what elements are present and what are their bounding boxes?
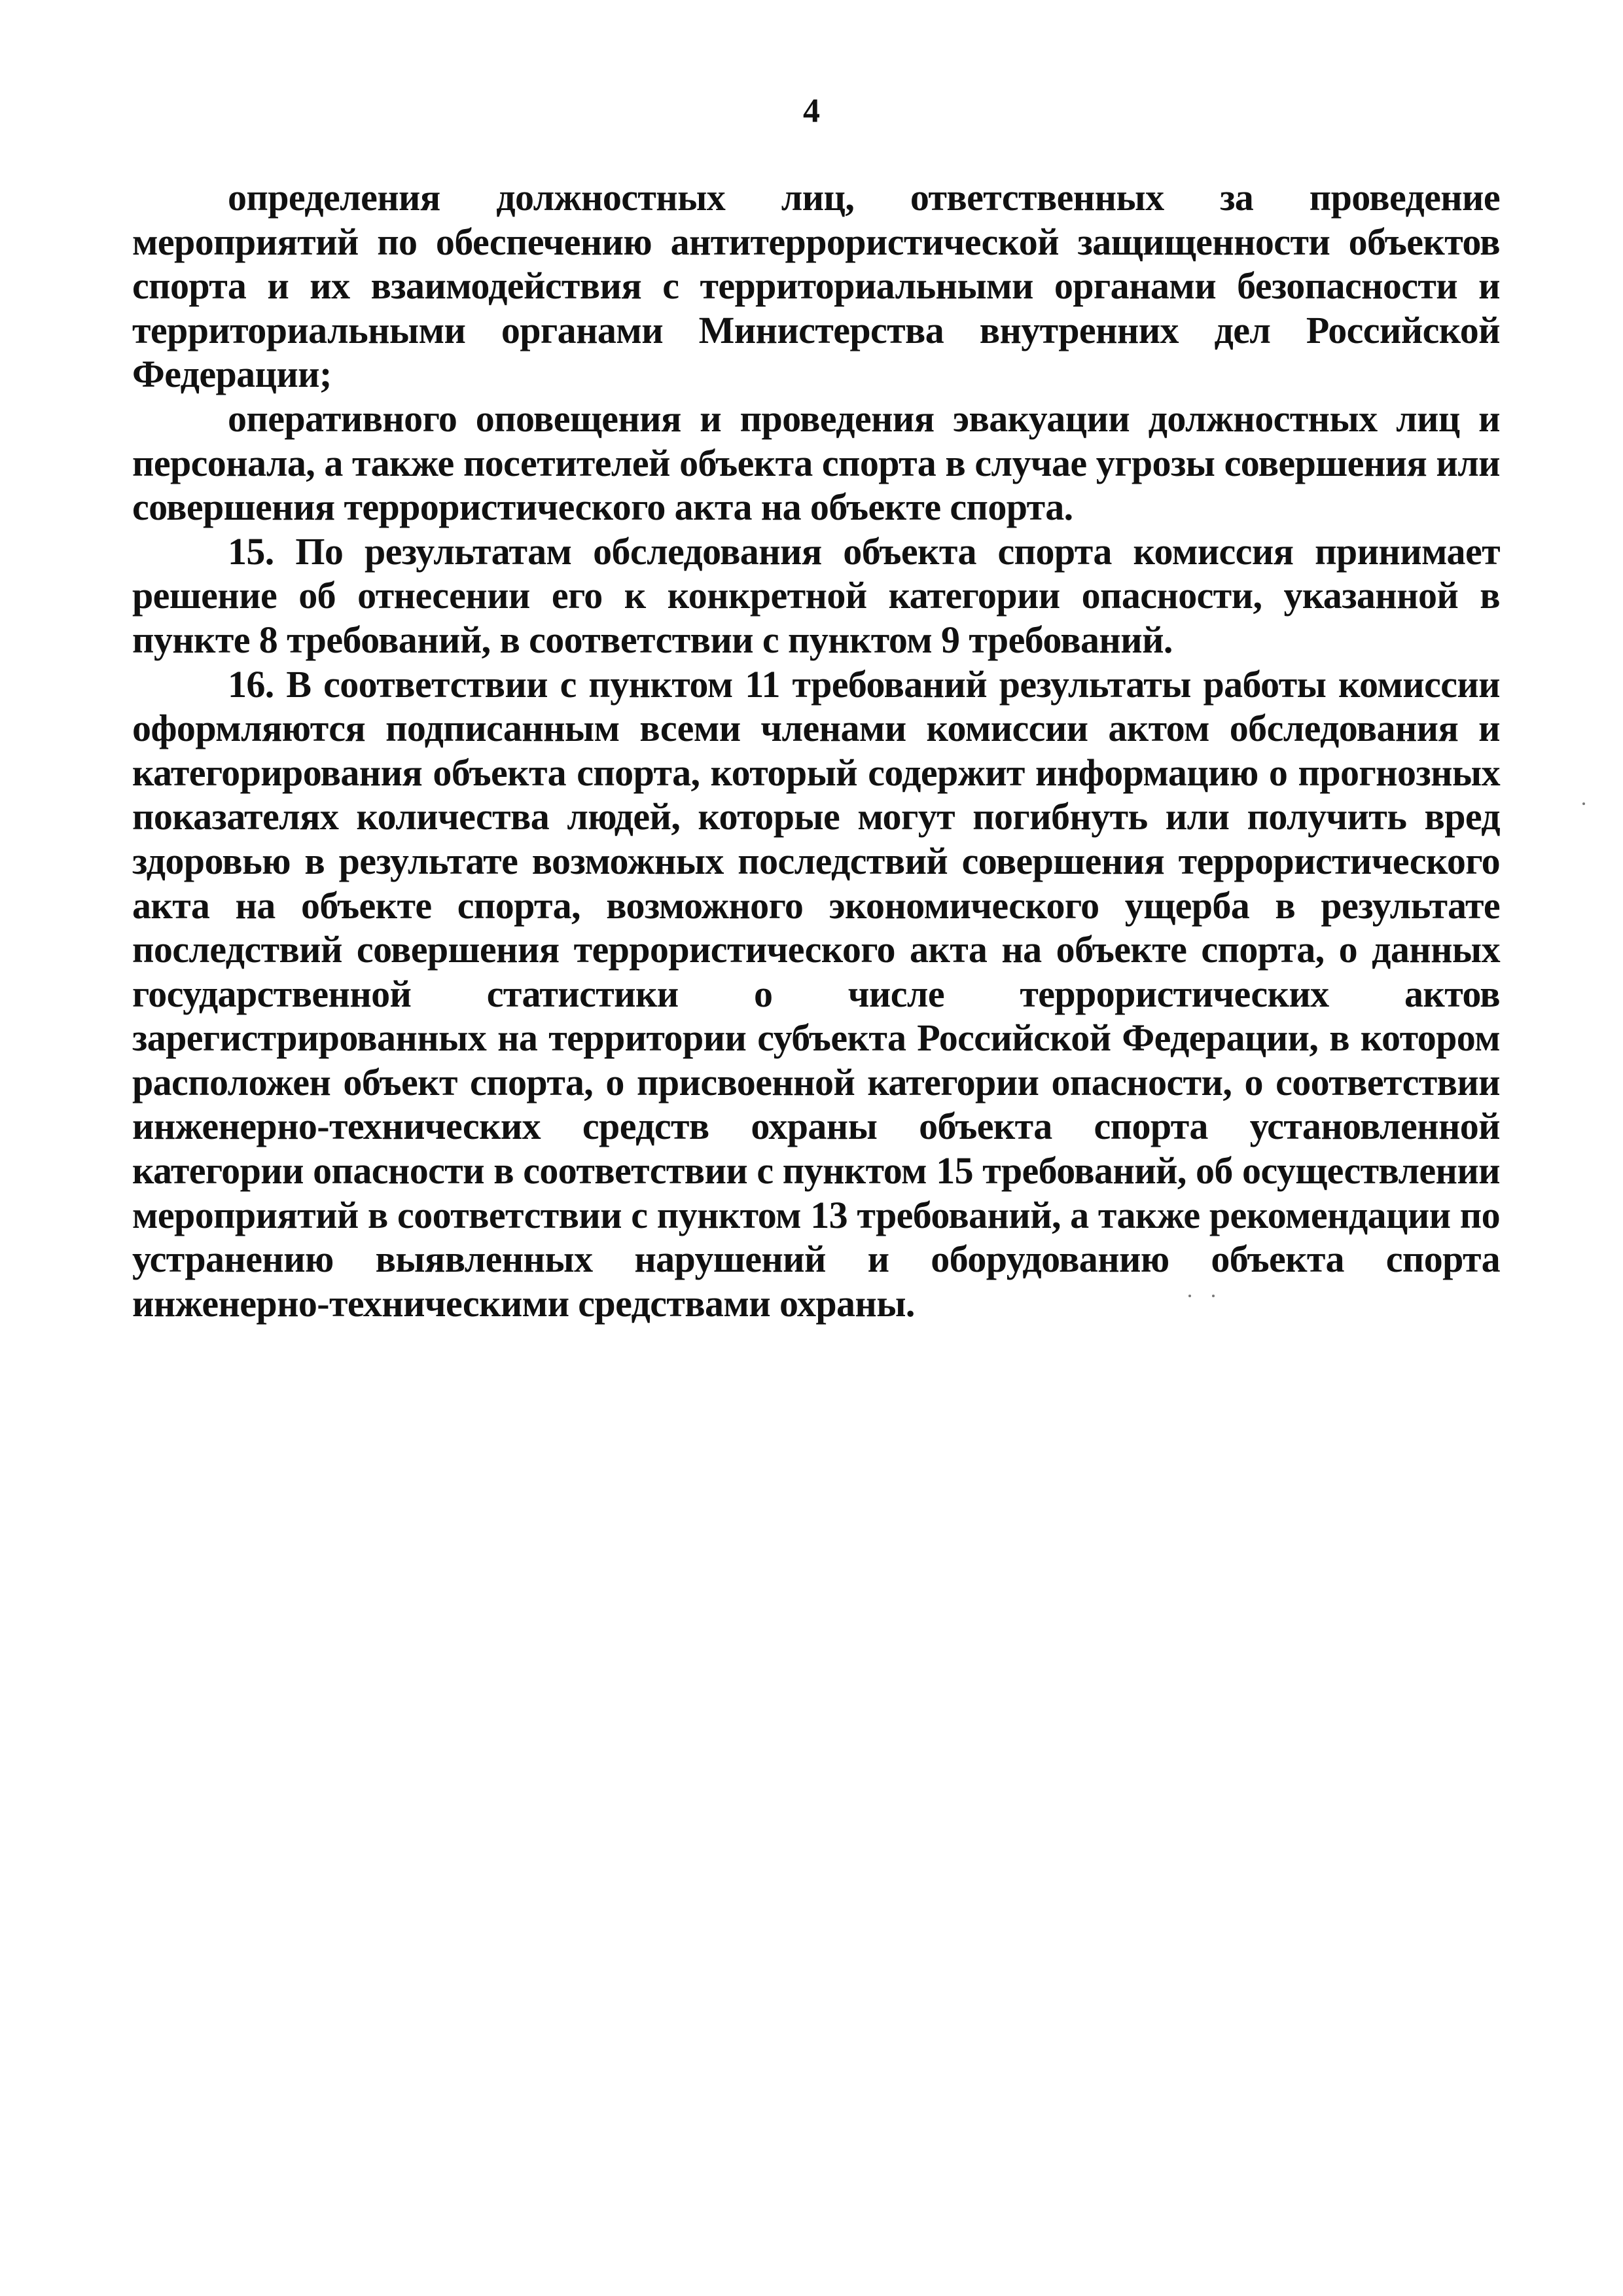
paragraph-item-16: 16. В соответствии с пунктом 11 требований результаты работы комиссии оформляются подписанным всеми членами комиссии актом обследования и категорирования объекта спорта, который содержит информацию о прогнозных показателях количества людей, которые могут погибнуть или получить вред здоровью в результате возможных последствий совершения террористического акта на объекте спорта, возможного экономического ущерба в результате последствий совершения террористического акта на объекте спорта, о данных государственной статистики о числе террористических актов зарегистрированных на территории субъекта Российской Федерации, в котором расположен объект спорта, о присвоенной категории опасности, о соответствии инженерно-технических средств охраны объекта спорта установленной категории опасности в соответствии с пунктом 15 требований, об осуществлении мероприятий в соответствии с пунктом 13 требований, а также рекомендации по устранению выявленных нарушений и оборудованию объекта спорта инженерно-техническими средствами охраны. [132, 662, 1500, 1325]
scan-speck [1212, 1295, 1215, 1297]
paragraph-evacuation: оперативного оповещения и проведения эвакуации должностных лиц и персонала, а также посетителей объекта спорта в случае угрозы совершения или совершения террористического акта на объекте спорта. [132, 397, 1500, 529]
paragraph-officials: определения должностных лиц, ответственных за проведение мероприятий по обеспечению антитеррористической защищенности объектов спорта и их взаимодействия с территориальными органами безопасности и территориальными органами Министерства внутренних дел Российской Федерации; [132, 176, 1500, 396]
document-body [132, 175, 1500, 1325]
scan-speck [1582, 802, 1585, 805]
paragraph-item-15: 15. По результатам обследования объекта спорта комиссия принимает решение об отнесении его к конкретной категории опасности, указанной в пункте 8 требований, в соответствии с пунктом 9 требований. [132, 529, 1500, 661]
scan-speck [1188, 1295, 1191, 1297]
page-number: 4 [803, 92, 820, 130]
